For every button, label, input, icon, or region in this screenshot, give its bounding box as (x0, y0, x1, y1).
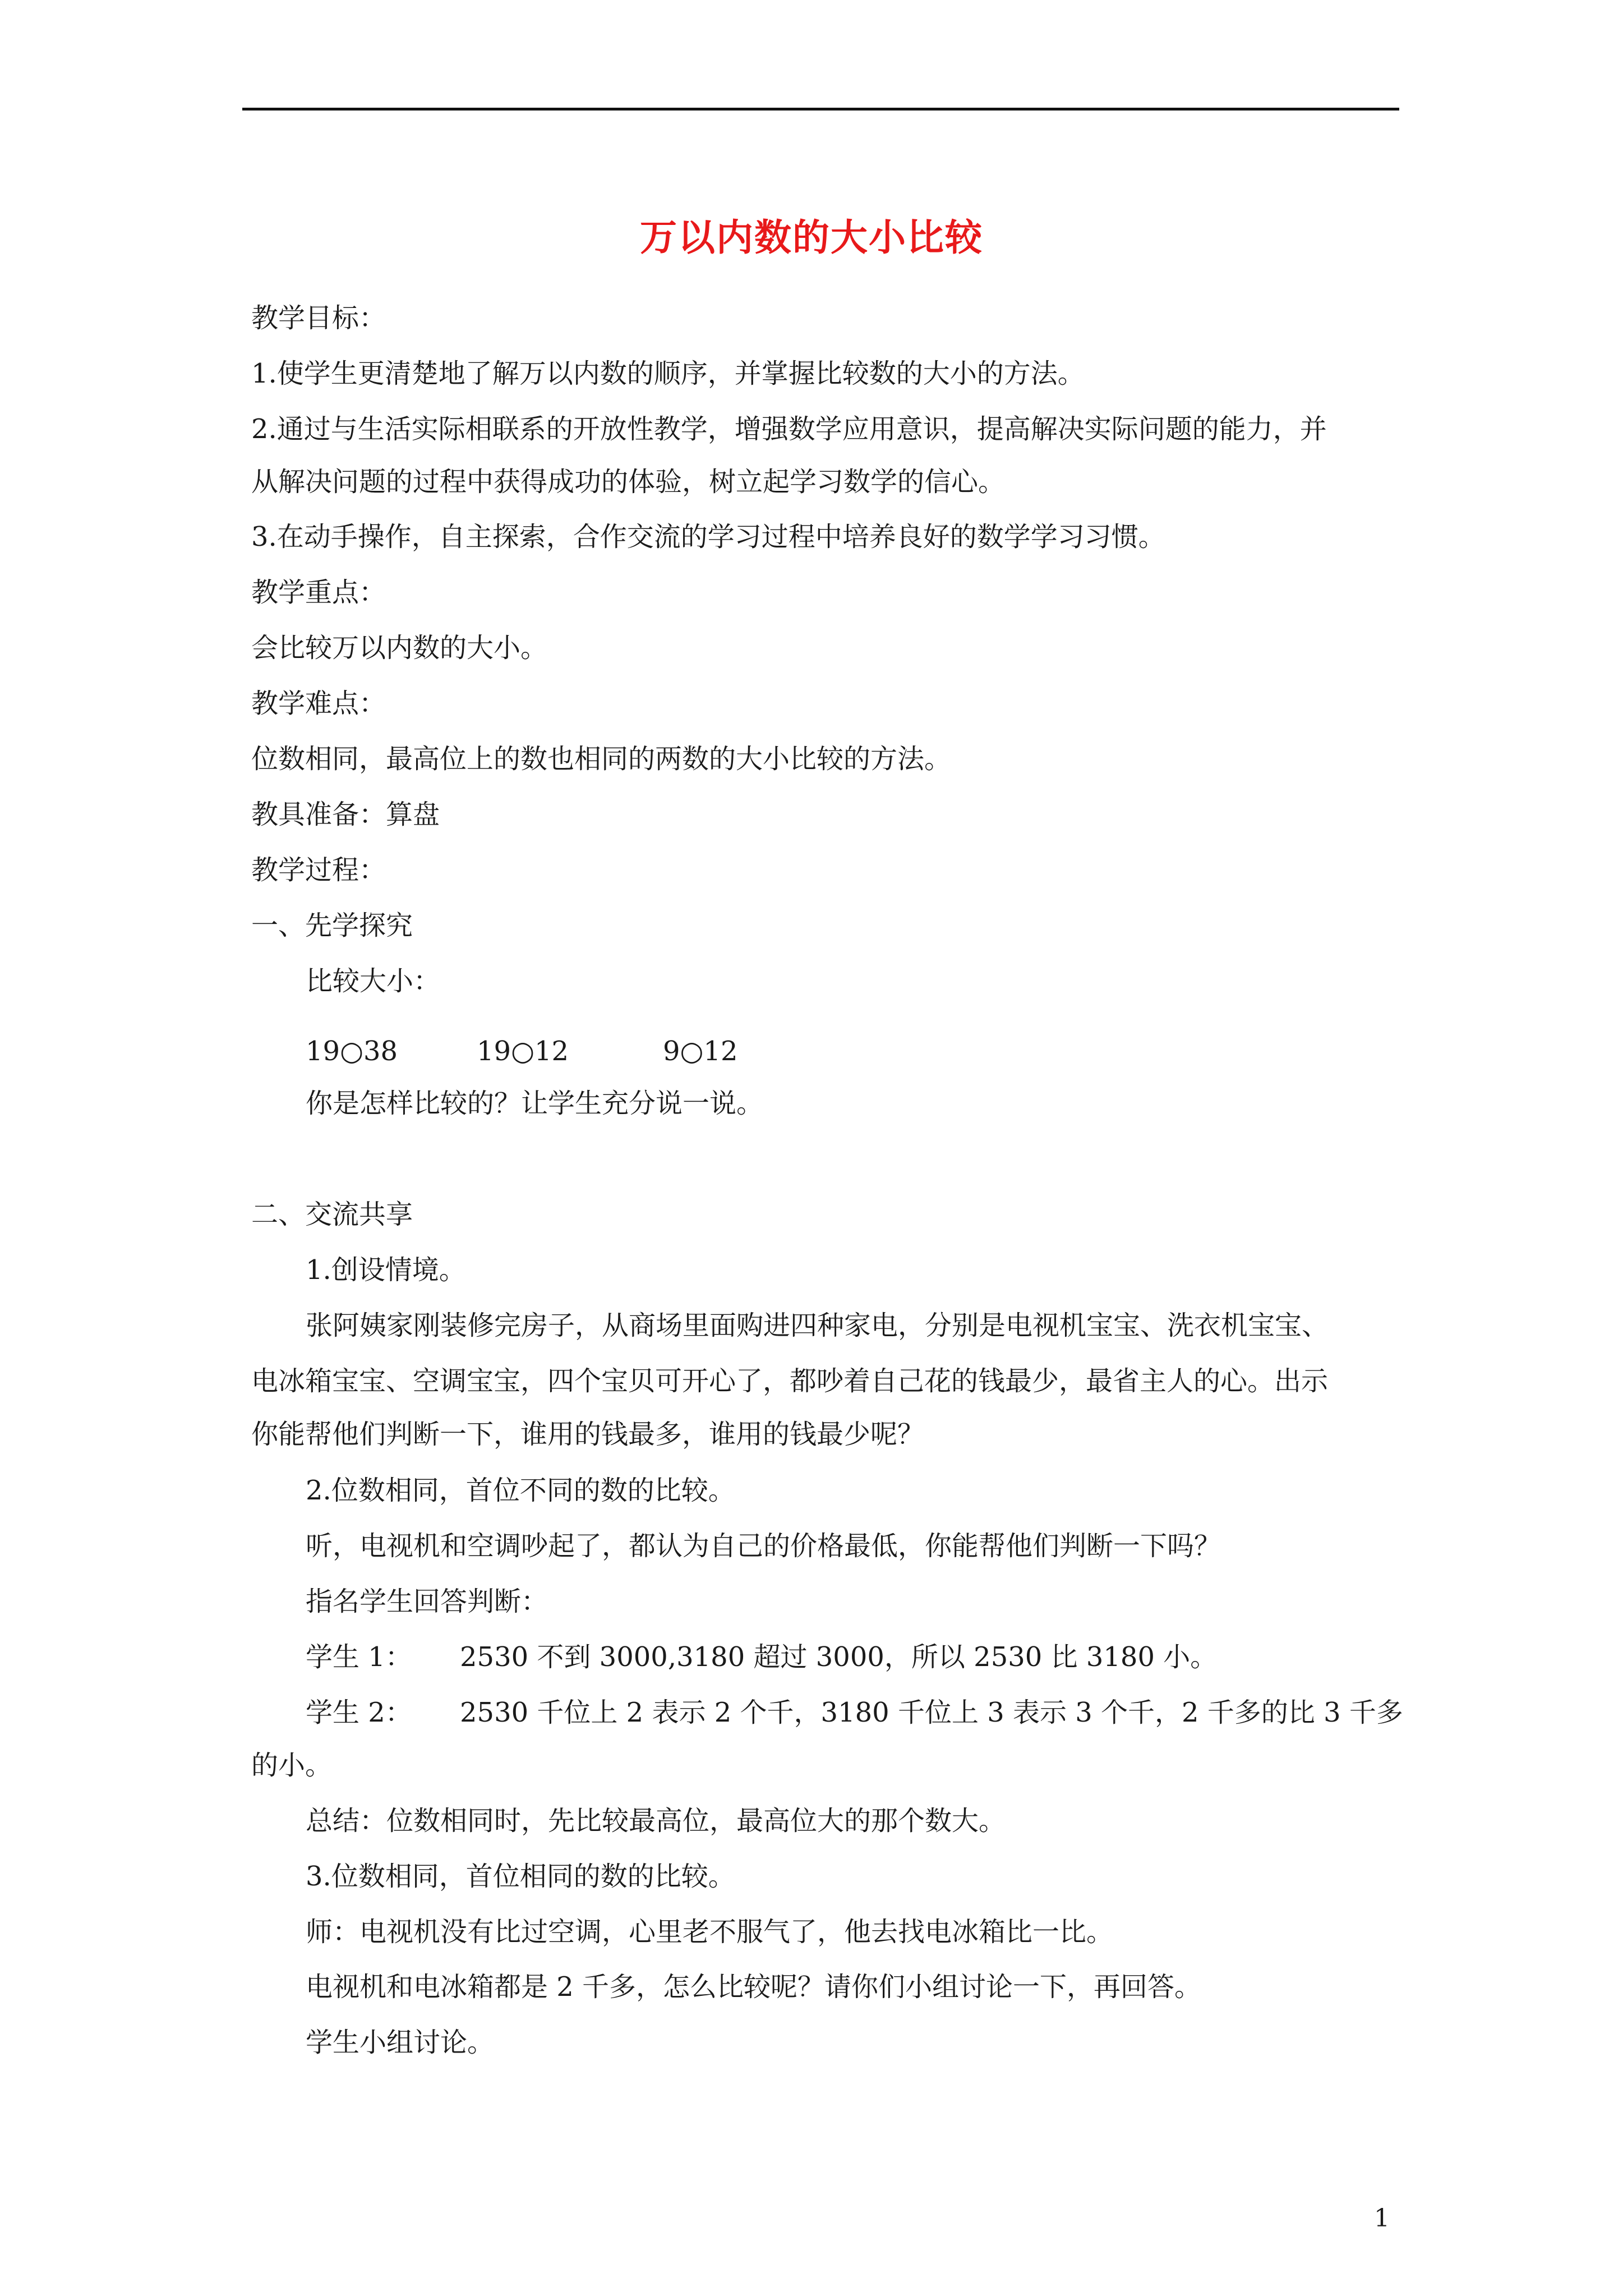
story-line-2: 电冰箱宝宝、空调宝宝，四个宝贝可开心了，都吵着自己花的钱最少，最省主人的心。出示 (251, 1365, 1329, 1397)
student1-line (306, 1639, 1218, 1675)
story-line-1: 张阿姨家刚装修完房子，从商场里面购进四种家电，分别是电视机宝宝、洗衣机宝宝、 (306, 1310, 1329, 1341)
listen-line: 听，电视机和空调吵起了，都认为自己的价格最低，你能帮他们判断一下吗？ (306, 1530, 1221, 1562)
objective-3: 3.在动手操作，自主探索，合作交流的学习过程中培养良好的数学学习习惯。 (251, 521, 1165, 553)
step3: 3.位数相同，首位相同的数的比较。 (306, 1861, 735, 1892)
question2-line: 电视机和电冰箱都是 2 千多，怎么比较呢？请你们小组讨论一下，再回答。 (306, 1971, 1202, 2003)
objectives-heading: 教学目标： (251, 302, 386, 334)
step2: 2.位数相同，首位不同的数的比较。 (306, 1475, 735, 1506)
compare-item-3: 9○12 (663, 1036, 738, 1067)
discussion-line: 学生小组讨论。 (306, 2027, 495, 2058)
summary-line: 总结：位数相同时，先比较最高位，最高位大的那个数大。 (306, 1805, 1006, 1837)
section1-question: 你是怎样比较的？让学生充分说一说。 (306, 1088, 764, 1119)
difficulty-heading: 教学难点： (251, 688, 386, 719)
student1-text: 2530 不到 3000,3180 超过 3000，所以 2530 比 3180 小。 (460, 1641, 1218, 1673)
compare-item-2: 19○12 (477, 1036, 569, 1067)
step1: 1.创设情境。 (306, 1254, 466, 1286)
objective-2: 2.通过与生活实际相联系的开放性教学，增强数学应用意识，提高解决实际问题的能力，并 (251, 413, 1327, 445)
objective-1: 1.使学生更清楚地了解万以内数的顺序，并掌握比较数的大小的方法。 (251, 358, 1085, 389)
student2-text: 2530 千位上 2 表示 2 个千，3180 千位上 3 表示 3 个千，2 千多的比 3 千多 (460, 1697, 1403, 1728)
process-heading: 教学过程： (251, 854, 386, 886)
tools-line: 教具准备：算盘 (251, 799, 440, 830)
section1-heading: 一、先学探究 (251, 910, 413, 941)
compare-item-1: 19○38 (306, 1036, 398, 1067)
student1-label: 学生 1： (306, 1641, 412, 1673)
document-title: 万以内数的大小比较 (640, 215, 983, 259)
student2-label: 学生 2： (306, 1697, 412, 1728)
teacher-line: 师：电视机没有比过空调，心里老不服气了，他去找电冰箱比一比。 (306, 1916, 1114, 1948)
student2-cont: 的小。 (251, 1750, 333, 1781)
page-number: 1 (1374, 2204, 1390, 2233)
objective-2-cont: 从解决问题的过程中获得成功的体验，树立起学习数学的信心。 (251, 466, 1006, 498)
ask-line: 指名学生回答判断： (306, 1586, 548, 1617)
key-heading: 教学重点： (251, 577, 386, 608)
key-text: 会比较万以内数的大小。 (251, 632, 548, 664)
difficulty-text: 位数相同，最高位上的数也相同的两数的大小比较的方法。 (251, 743, 952, 775)
compare-label: 比较大小： (306, 965, 441, 997)
story-line-3: 你能帮他们判断一下，谁用的钱最多，谁用的钱最少呢？ (251, 1419, 925, 1450)
student2-line (306, 1695, 1403, 1731)
section2-heading: 二、交流共享 (251, 1199, 413, 1230)
header-rule (242, 108, 1399, 111)
